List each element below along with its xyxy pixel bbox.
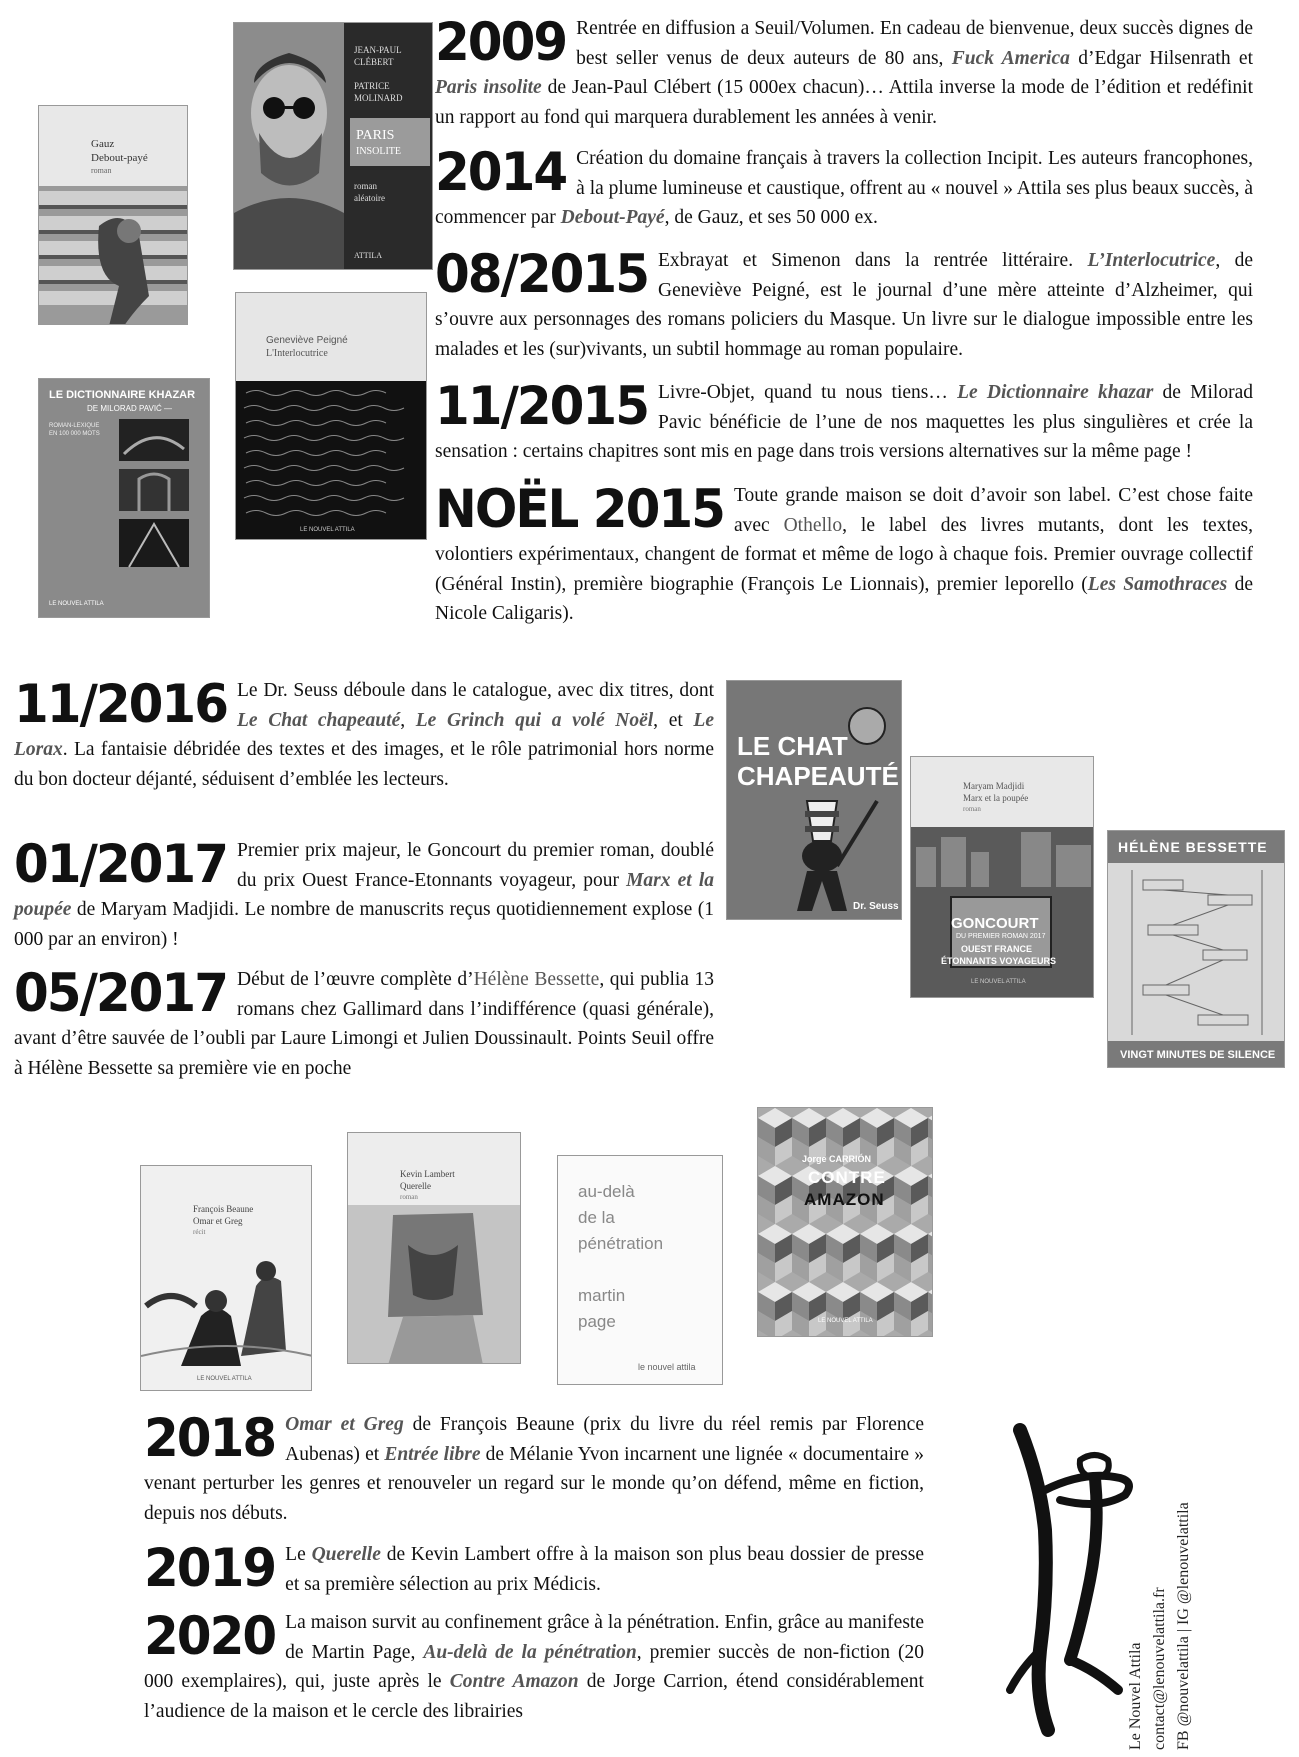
entry-text: La maison survit au confinement grâce à la pénétration. Enfin, grâce au manifeste de Martin Page, <box>285 1612 924 1663</box>
entry-text: , qui publia 13 romans chez Gallimard dans l’indifférence (quasi générale), avant d’être sauvée de l’oubli par Laure Limongi et Julien Doussinault. Points Seuil offre à Hélène Bessette sa première vie en poche <box>14 969 714 1079</box>
cover-genre-1: roman <box>354 181 377 191</box>
cover-subtitle: VINGT MINUTES DE SILENCE <box>1120 1049 1276 1061</box>
cover-title-line-3: pénétration <box>578 1234 664 1253</box>
cover-title-box <box>350 118 430 166</box>
cover-genre: roman <box>400 1193 418 1201</box>
book-title-paris-insolite: Paris insolite <box>435 77 542 98</box>
cover-author-3: PATRICE <box>354 81 390 91</box>
entry-2018 <box>144 1407 924 1528</box>
cover-marx-poupee <box>910 756 1094 998</box>
entry-11-2016 <box>14 673 714 794</box>
cover-header <box>236 293 427 381</box>
cover-publisher: LE NOUVEL ATTILA <box>197 1376 252 1382</box>
cover-title: Querelle <box>400 1181 431 1191</box>
cover-title: Debout-payé <box>91 152 148 164</box>
cover-querelle <box>347 1132 521 1364</box>
cover-footer <box>1108 1041 1285 1068</box>
cover-author-2: CLÉBERT <box>354 57 394 67</box>
cover-author: Kevin Lambert <box>400 1169 455 1179</box>
entry-text: de Mélanie Yvon incarnent une lignée « documentaire » venant perturber les genres et renouveler un regard sur le monde qu’on défend, même en fiction, depuis nos débuts. <box>144 1443 924 1524</box>
entry-text: de Jean-Paul Clébert (15 000ex chacun)… Attila inverse la mode de l’édition et redéfinit un rapport au fond qui marquera durablement les années à venir. <box>435 77 1253 128</box>
cover-publisher: LE NOUVEL ATTILA <box>971 979 1026 985</box>
entry-year: 2014 <box>435 141 567 203</box>
cover-author-4: MOLINARD <box>354 93 403 103</box>
cover-title: L'Interlocutrice <box>266 348 328 359</box>
entry-year: NOËL 2015 <box>435 478 724 540</box>
cover-helene-bessette <box>1107 830 1285 1068</box>
cover-title-line-2: de la <box>578 1208 615 1227</box>
book-title-lorax: Le Lorax <box>14 709 714 760</box>
cover-author: Geneviève Peigné <box>266 335 348 346</box>
cover-title-1: PARIS <box>356 128 395 143</box>
cover-prize-3: OUEST FRANCE <box>961 944 1033 954</box>
cover-title: LE DICTIONNAIRE KHAZAR <box>49 389 196 401</box>
entry-year: 08/2015 <box>435 243 649 305</box>
book-title-entree-libre: Entrée libre <box>384 1443 481 1465</box>
cover-header <box>348 1133 521 1205</box>
cover-debout-paye <box>38 105 188 325</box>
cover-header <box>911 757 1094 827</box>
book-title-au-dela-penetration: Au-delà de la pénétration <box>423 1641 637 1663</box>
entry-text: , <box>400 709 416 731</box>
book-title-grinch: Le Grinch qui a volé Noël <box>415 709 654 731</box>
cover-city-photo <box>911 827 1094 998</box>
entry-text: de Maryam Madjidi. Le nombre de manuscrits reçus quotidiennement explose (1 000 par an environ) ! <box>14 899 714 950</box>
entry-text: , de Geneviève Peigné, est le journal d’une mère atteinte d’Alzheimer, qui s’ouvre aux personnages des romans policiers du Masque. Un livre sur le dialogue impossible entre les malades et les (sur)vivants, un subtil hommage au roman populaire. <box>435 250 1253 360</box>
cover-paris-insolite <box>233 22 433 270</box>
entry-text: de Milorad Pavic bénéficie de l’une de nos maquettes les plus singulières et crée la sensation : certains chapitres sont mis en page dans trois versions alternatives sur la même page ! <box>435 382 1253 462</box>
entry-2020 <box>144 1605 924 1726</box>
cover-contre-amazon <box>757 1107 933 1337</box>
entry-2014 <box>435 141 1253 233</box>
entry-year: 11/2015 <box>435 375 649 437</box>
entry-text: Création du domaine français à travers la collection Incipit. Les auteurs francophones, à la plume lumineuse et caustique, offrent au « nouvel » Attila ses plus beaux succès, à commencer par <box>435 148 1253 228</box>
entry-text: Premier prix majeur, le Goncourt du premier roman, doublé du prix Ouest France-Etonnants voyageur, pour <box>237 840 714 891</box>
cover-author: Dr. Seuss <box>853 901 899 912</box>
entry-text: Livre-Objet, quand tu nous tiens… <box>658 382 958 403</box>
cover-subtitle-1: ROMAN-LEXIQUE <box>49 423 100 429</box>
cover-paper-bag-photo <box>348 1205 521 1364</box>
contact-block <box>1124 1420 1204 1750</box>
cover-title-2: INSOLITE <box>356 146 401 157</box>
entry-text: d’Edgar Hilsenrath et <box>1069 47 1253 69</box>
entry-text: Début de l’œuvre complète d’ <box>237 969 474 990</box>
entry-text: Le Dr. Seuss déboule dans le catalogue, avec dix titres, dont <box>237 680 714 701</box>
contact-email[interactable]: contact@lenouvelattila.fr <box>1151 1587 1168 1750</box>
cover-genre: récit <box>193 1228 206 1236</box>
book-title-chat-chapeaute: Le Chat chapeauté <box>237 709 401 731</box>
social-handles[interactable]: FB @nouvelattila | IG @lenouvelattila <box>1175 1502 1192 1750</box>
cover-header <box>1108 831 1285 863</box>
cover-author-1: JEAN-PAUL <box>354 45 402 55</box>
entry-text: , premier succès de non-fiction (20 000 exemplaires), qui, juste après le <box>144 1641 924 1692</box>
entry-text: de Nicole Caligaris). <box>435 573 1254 624</box>
cover-images <box>119 419 189 569</box>
cover-title-1: LE CHAT <box>737 731 848 761</box>
cover-omar-greg <box>140 1165 312 1391</box>
cover-author-line-2: page <box>578 1312 616 1331</box>
book-title-marx-poupee: Marx et la poupée <box>14 869 714 920</box>
cover-title-2: CHAPEAUTÉ <box>737 761 899 791</box>
entry-08-2015 <box>435 243 1253 364</box>
entry-year: 2019 <box>144 1537 276 1599</box>
author-helene-bessette: Hélène Bessette <box>473 969 600 990</box>
entry-11-2015 <box>435 375 1253 467</box>
cover-diagram <box>1108 865 1285 1041</box>
book-title-samothraces: Les Samothraces <box>1087 573 1228 595</box>
entry-text: , et <box>653 709 694 731</box>
cover-chat-chapeaute <box>726 680 902 920</box>
entry-text: Rentrée en diffusion a Seuil/Volumen. En cadeau de bienvenue, deux succès dignes de best seller venus de deux auteurs de 80 ans, <box>576 18 1253 69</box>
cover-interlocutrice <box>235 292 427 540</box>
cover-genre: roman <box>963 805 981 813</box>
entry-noel-2015 <box>435 478 1254 629</box>
cover-genre-2: aléatoire <box>354 193 385 203</box>
cover-publisher: ATTILA <box>354 251 382 260</box>
cover-publisher: LE NOUVEL ATTILA <box>300 527 355 533</box>
cover-publisher: LE NOUVEL ATTILA <box>818 1318 873 1324</box>
book-title-querelle: Querelle <box>311 1544 381 1565</box>
cover-author: Maryam Madjidi <box>963 781 1025 791</box>
entry-text: de Jorge Carrion, étend considérablement l’audience de la maison et le cercle des librairies <box>144 1671 924 1722</box>
cover-author: Gauz <box>91 138 115 150</box>
cover-publisher: le nouvel attila <box>638 1362 696 1372</box>
book-title-fuck-america: Fuck America <box>951 47 1070 69</box>
book-title-dictionnaire-khazar: Le Dictionnaire khazar <box>957 382 1154 403</box>
cover-title: Marx et la poupée <box>963 793 1029 803</box>
entry-year: 01/2017 <box>14 833 228 895</box>
entry-text: Toute grande maison se doit d’avoir son label. C’est chose faite avec <box>733 485 1253 536</box>
cover-photo-supermarket <box>39 186 188 325</box>
entry-text: de Kevin Lambert offre à la maison son plus beau dossier de presse et sa première sélection au prix Médicis. <box>285 1544 924 1595</box>
entry-text: . La fantaisie débridée des textes et des images, et le rôle patrimonial hors norme du bon docteur déjanté, séduisent d’emblée les lecteurs. <box>14 739 714 790</box>
cover-cube-pattern <box>758 1108 933 1337</box>
entry-year: 11/2016 <box>14 673 228 735</box>
cover-genre: roman <box>91 166 112 175</box>
entry-year: 05/2017 <box>14 962 228 1024</box>
entry-2009 <box>435 11 1253 132</box>
cover-dictionnaire-khazar <box>38 378 210 618</box>
entry-text: , de Gauz, et ses 50 000 ex. <box>664 207 878 228</box>
cover-title: Omar et Greg <box>193 1216 243 1226</box>
cover-title-line-1: au-delà <box>578 1182 635 1201</box>
cover-author: Jorge CARRIÓN <box>802 1154 872 1164</box>
cover-title: HÉLÈNE BESSETTE <box>1118 839 1268 855</box>
cover-au-dela-penetration <box>557 1155 723 1385</box>
cover-subtitle-2: EN 100 000 MOTS <box>49 431 100 437</box>
entry-01-2017 <box>14 833 714 954</box>
entry-text: de François Beaune (prix du livre du réel remis par Florence Aubenas) et <box>285 1414 924 1465</box>
cover-publisher: LE NOUVEL ATTILA <box>49 601 104 607</box>
entry-2019 <box>144 1537 924 1599</box>
cover-title-1: CONTRE <box>808 1168 886 1187</box>
cover-scribbles <box>236 383 427 533</box>
cover-prize-2: DU PREMIER ROMAN 2017 <box>956 933 1046 940</box>
book-title-omar-greg: Omar et Greg <box>285 1414 404 1435</box>
cover-author: DE MILORAD PAVIĆ — <box>87 404 173 413</box>
book-title-contre-amazon: Contre Amazon <box>449 1671 579 1692</box>
cover-prize-4: ÉTONNANTS VOYAGEURS <box>941 956 1057 966</box>
entry-text: , le label des livres mutants, dont les textes, volontiers expérimentaux, changent de format et même de logo à chaque fois. Premier ouvrage collectif (Général Instin), première biographie (François Le Lionnais), premier leporello ( <box>435 514 1253 595</box>
entry-text: Exbrayat et Simenon dans la rentrée littéraire. <box>658 250 1088 271</box>
cover-photo-portrait <box>234 23 344 270</box>
publisher-name: Le Nouvel Attila <box>1127 1642 1144 1750</box>
book-title-debout-paye: Debout-Payé <box>560 207 665 228</box>
entry-year: 2018 <box>144 1407 276 1469</box>
label-othello: Othello <box>783 514 843 536</box>
entry-year: 2009 <box>435 11 567 73</box>
cover-author-line-1: martin <box>578 1286 626 1305</box>
cover-author: François Beaune <box>193 1204 254 1214</box>
book-title-interlocutrice: L’Interlocutrice <box>1087 250 1216 271</box>
cover-prize-1: GONCOURT <box>951 915 1039 932</box>
entry-text: Le <box>285 1544 312 1565</box>
cover-cat-illustration <box>727 681 902 920</box>
cover-title-2: AMAZON <box>804 1190 885 1209</box>
cover-drawing <box>141 1246 312 1366</box>
entry-year: 2020 <box>144 1605 276 1667</box>
entry-05-2017 <box>14 962 714 1083</box>
